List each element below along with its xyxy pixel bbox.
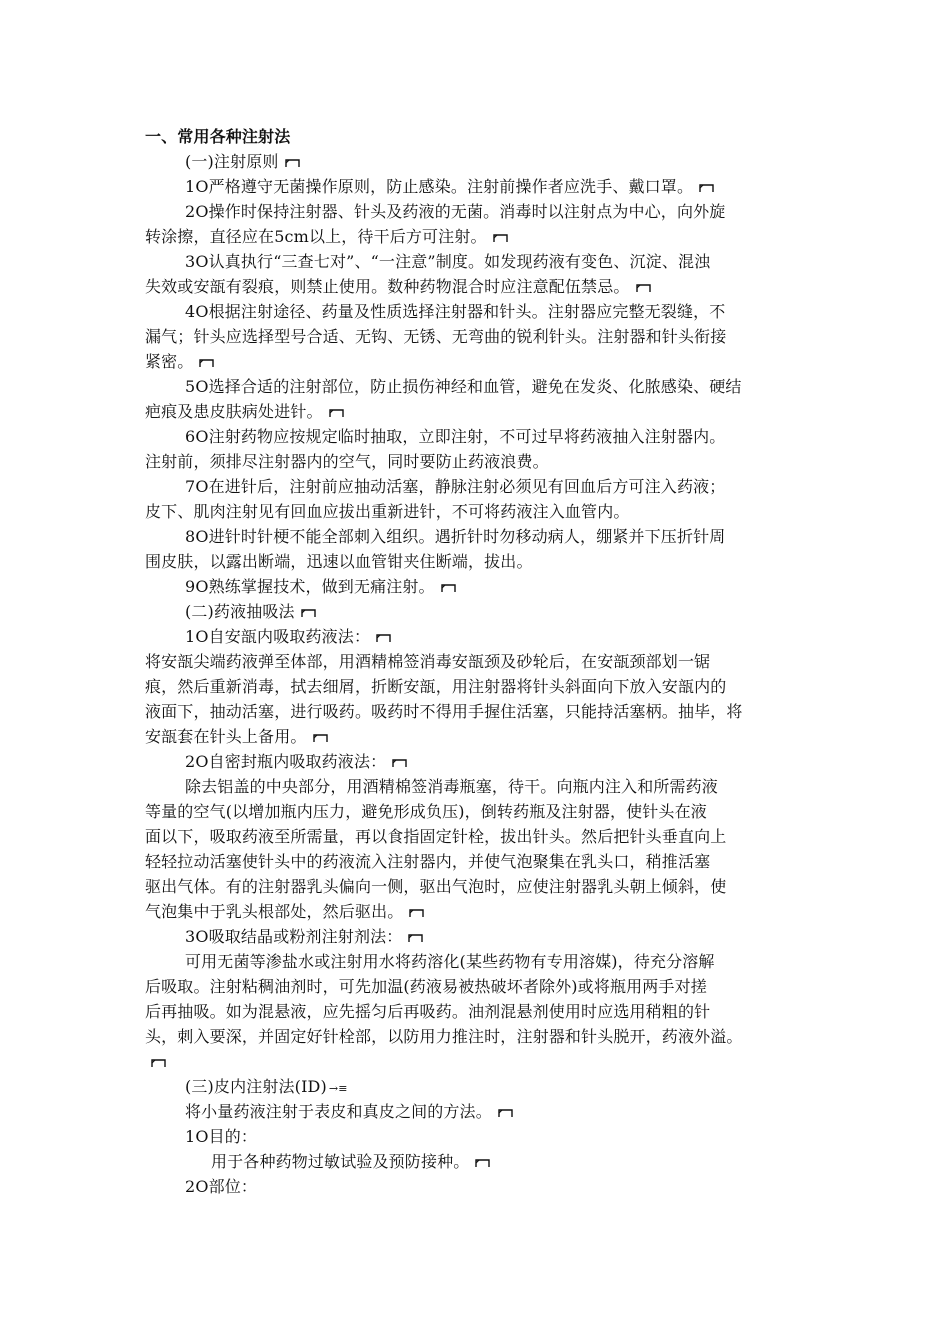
text-line [145,1049,805,1074]
text-line [145,1074,805,1099]
line-text: 头，刺入要深，并固定好针栓部，以防用力推注时，注射器和针头脱开，药液外溢。 [145,1027,743,1046]
return-mark-icon [376,633,391,643]
line-text: 可用无菌等渗盐水或注射用水将药溶化(某些药物有专用溶媒)，待充分溶解 [185,952,715,971]
line-text: 后再抽吸。如为混悬液，应先摇匀后再吸药。油剂混悬剂使用时应选用稍粗的针 [145,1002,711,1021]
line-text: 8O进针时针梗不能全部刺入组织。遇折针时勿移动病人，绷紧并下压折针周 [185,527,726,546]
return-mark-icon [475,1158,490,1168]
line-text: 气泡集中于乳头根部处，然后驱出。 [145,902,404,921]
line-text: 紧密。 [145,352,194,371]
line-text: 后吸取。注射粘稠油剂时，可先加温(药液易被热破坏者除外)或将瓶用两手对搓 [145,977,707,996]
text-line [145,1124,805,1149]
text-line [145,374,805,399]
text-line [145,1099,805,1124]
return-mark-icon [408,933,423,943]
line-text: 失效或安瓿有裂痕，则禁止使用。数种药物混合时应注意配伍禁忌。 [145,277,630,296]
return-mark-icon [151,1058,166,1068]
return-mark-icon [199,358,214,368]
line-text: 疤痕及患皮肤病处进针。 [145,402,323,421]
return-mark-icon [285,158,300,168]
text-line [145,774,805,799]
return-mark-icon [493,233,508,243]
text-line [145,499,805,524]
text-line [145,824,805,849]
line-text: 漏气；针头应选择型号合适、无钩、无锈、无弯曲的锐利针头。注射器和针头衔接 [145,327,727,346]
line-text: 用于各种药物过敏试验及预防接种。 [211,1152,470,1171]
text-line [145,299,805,324]
text-line [145,949,805,974]
text-line [145,574,805,599]
line-text: (三)皮内注射法(ID) [185,1077,327,1096]
return-mark-icon [392,758,407,768]
text-line [145,274,805,299]
return-mark-icon [301,608,316,618]
text-line [145,424,805,449]
text-line [145,1024,805,1049]
text-line [145,624,805,649]
return-mark-icon [313,733,328,743]
text-line [145,224,805,249]
line-text: 1O自安瓿内吸取药液法： [185,627,371,646]
text-line [145,324,805,349]
text-line [145,524,805,549]
text-line [145,899,805,924]
text-line [145,749,805,774]
line-text: 等量的空气(以增加瓶内压力，避免形成负压)，倒转药瓶及注射器，使针头在液 [145,802,707,821]
return-mark-icon [441,583,456,593]
text-line [145,149,805,174]
text-line [145,999,805,1024]
line-text: 9O熟练掌握技术，做到无痛注射。 [185,577,435,596]
line-text: 驱出气体。有的注射器乳头偏向一侧，驱出气泡时，应使注射器乳头朝上倾斜，使 [145,877,727,896]
text-line [145,649,805,674]
line-text: (二)药液抽吸法 [185,602,295,621]
line-text: 将安瓿尖端药液弹至体部，用酒精棉签消毒安瓿颈及砂轮后，在安瓿颈部划一锯 [145,652,711,671]
line-text: 围皮肤，以露出断端，迅速以血管钳夹住断端，拔出。 [145,552,533,571]
line-text: 1O严格遵守无菌操作原则，防止感染。注射前操作者应洗手、戴口罩。 [185,177,694,196]
line-text: 转涂擦，直径应在5cm以上，待干后方可注射。 [145,227,487,246]
line-text: 4O根据注射途径、药量及性质选择注射器和针头。注射器应完整无裂缝，不 [185,302,726,321]
line-text: 5O选择合适的注射部位，防止损伤神经和血管，避免在发炎、化脓感染、硬结 [185,377,742,396]
return-mark-icon [498,1108,513,1118]
text-line [145,449,805,474]
line-text: 安瓿套在针头上备用。 [145,727,307,746]
line-text: 3O认真执行“三查七对”、“一注意”制度。如发现药液有变色、沉淀、混浊 [185,252,711,271]
text-line [145,799,805,824]
line-text: 痕，然后重新消毒，拭去细屑，折断安瓿，用注射器将针头斜面向下放入安瓿内的 [145,677,727,696]
line-text: (一)注射原则 [185,152,279,171]
text-line [145,474,805,499]
text-line [145,399,805,424]
line-text: 将小量药液注射于表皮和真皮之间的方法。 [185,1102,492,1121]
text-line [145,174,805,199]
document-body [145,124,805,1199]
text-line [145,199,805,224]
line-text: 2O部位： [185,1177,258,1196]
line-text: 轻轻拉动活塞使针头中的药液流入注射器内，并使气泡聚集在乳头口，稍推活塞 [145,852,711,871]
line-text: 皮下、肌肉注射见有回血应拔出重新进针，不可将药液注入血管内。 [145,502,630,521]
line-text: 2O操作时保持注射器、针头及药液的无菌。消毒时以注射点为中心，向外旋 [185,202,726,221]
text-line [145,924,805,949]
line-text: 除去铝盖的中央部分，用酒精棉签消毒瓶塞，待干。向瓶内注入和所需药液 [185,777,718,796]
text-line [145,549,805,574]
text-line [145,349,805,374]
text-line [145,849,805,874]
return-mark-icon [636,283,651,293]
text-line [145,974,805,999]
return-mark-icon [329,408,344,418]
line-text: 2O自密封瓶内吸取药液法： [185,752,387,771]
text-line [145,599,805,624]
return-mark-icon [699,183,714,193]
text-line [145,699,805,724]
line-text: 1O目的： [185,1127,258,1146]
line-text: 6O注射药物应按规定临时抽取，立即注射，不可过早将药液抽入注射器内。 [185,427,726,446]
text-line [145,1174,805,1199]
text-line [145,724,805,749]
line-text: 面以下，吸取药液至所需量，再以食指固定针栓，拔出针头。然后把针头垂直向上 [145,827,727,846]
section-title [145,124,805,149]
paragraph-mark-icon: →≡ [328,1082,348,1095]
line-text: 注射前，须排尽注射器内的空气，同时要防止药液浪费。 [145,452,549,471]
text-line [145,1149,805,1174]
text-line [145,874,805,899]
line-text: 液面下，抽动活塞，进行吸药。吸药时不得用手握住活塞，只能持活塞柄。抽毕，将 [145,702,743,721]
line-text: 一、常用各种注射法 [145,127,291,146]
line-text: 7O在进针后，注射前应抽动活塞，静脉注射必须见有回血后方可注入药液； [185,477,726,496]
text-line [145,674,805,699]
return-mark-icon [409,908,424,918]
text-line [145,249,805,274]
line-text: 3O吸取结晶或粉剂注射剂法： [185,927,403,946]
